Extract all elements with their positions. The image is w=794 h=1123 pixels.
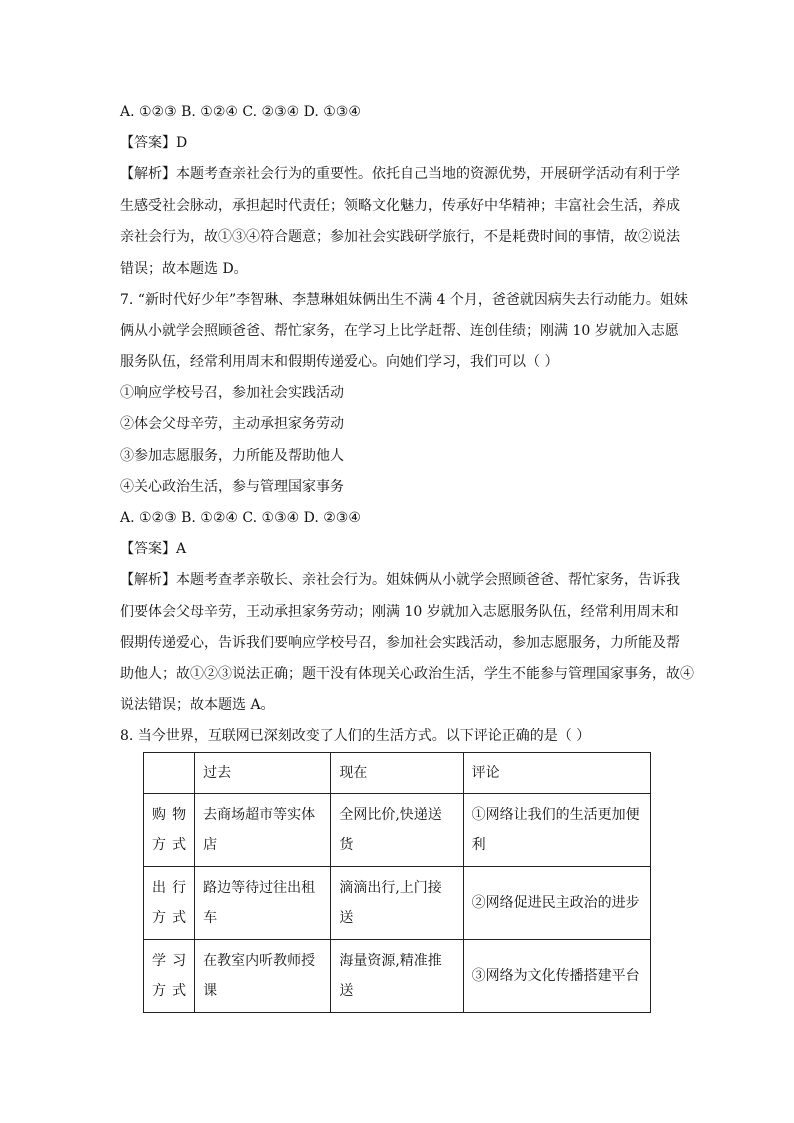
table-cell: ③网络为文化传播搭建平台 xyxy=(463,940,650,1013)
q6-answer: 【答案】D xyxy=(120,135,188,151)
table-cell: 全网比价,快递送货 xyxy=(331,794,463,867)
table-header-row xyxy=(144,753,651,794)
q7-analysis-line-3: 假期传递爱心，告诉我们要响应学校号召，参加社会实践活动，参加志愿服务，力所能及帮 xyxy=(120,635,680,651)
q7-analysis-line-4: 助他人；故①②③说法正确；题干没有体现关心政治生活，学生不能参与管理国家事务，故④ xyxy=(120,666,694,682)
table-cell: 路边等待过往出租车 xyxy=(195,867,331,940)
q7-analysis-line-2: 们要体会父母辛劳，王动承担家务劳动；刚满 10 岁就加入志愿服务队伍，经常利用周末和 xyxy=(120,604,679,620)
table-cell: 在教室内听教师授课 xyxy=(195,940,331,1013)
q7-item-4: ④关心政治生活，参与管理国家事务 xyxy=(120,479,344,495)
table-row xyxy=(144,794,651,867)
q7-stem-line-2: 俩从小就学会照顾爸爸、帮忙家务，在学习上比学赶帮、连创佳绩；刚满 10 岁就加入志愿 xyxy=(120,323,679,339)
q8-stem: 8. 当今世界，互联网已深刻改变了人们的生活方式。以下评论正确的是（ ） xyxy=(120,728,591,744)
table-cell: ②网络促进民主政治的进步 xyxy=(463,867,650,940)
q6-options: A. ①②③ B. ①②④ C. ②③④ D. ①③④ xyxy=(120,104,361,120)
table-cell: 购物方式 xyxy=(144,794,195,867)
q7-stem-line-3: 服务队伍，经常利用周末和假期传递爱心。向她们学习，我们可以（ ） xyxy=(120,354,559,370)
table-cell: 出行方式 xyxy=(144,867,195,940)
q7-stem-line-1: 7. “新时代好少年”李智琳、李慧琳姐妹俩出生不满 4 个月，爸爸就因病失去行动能力。姐妹 xyxy=(120,292,688,308)
table-header-cell xyxy=(144,753,195,794)
q6-analysis-line-4: 错误；故本题选 D。 xyxy=(120,261,248,277)
table-row xyxy=(144,867,651,940)
table-header-cell: 过去 xyxy=(195,753,331,794)
q7-analysis-line-5: 说法错误；故本题选 A。 xyxy=(120,697,275,713)
comparison-table xyxy=(143,752,651,1013)
table-cell: 滴滴出行,上门接送 xyxy=(331,867,463,940)
table-header-cell: 现在 xyxy=(331,753,463,794)
q7-answer: 【答案】A xyxy=(120,541,187,557)
q7-item-3: ③参加志愿服务，力所能及帮助他人 xyxy=(120,448,344,464)
table-row xyxy=(144,940,651,1013)
table-header-cell: 评论 xyxy=(463,753,650,794)
q7-item-2: ②体会父母辛劳，主动承担家务劳动 xyxy=(120,416,344,432)
q6-analysis-line-1: 【解析】本题考查亲社会行为的重要性。依托自己当地的资源优势，开展研学活动有利于学 xyxy=(120,166,680,182)
q6-analysis-line-3: 亲社会行为，故①③④符合题意；参加社会实践研学旅行，不是耗费时间的事情，故②说法 xyxy=(120,229,680,245)
table-cell: 学习方式 xyxy=(144,940,195,1013)
table-cell: ①网络让我们的生活更加便利 xyxy=(463,794,650,867)
table-cell: 去商场超市等实体店 xyxy=(195,794,331,867)
q7-options: A. ①②③ B. ①②④ C. ①③④ D. ②③④ xyxy=(120,510,361,526)
q7-item-1: ①响应学校号召，参加社会实践活动 xyxy=(120,385,344,401)
q6-analysis-line-2: 生感受社会脉动，承担起时代责任；领略文化魅力，传承好中华精神；丰富社会生活，养成 xyxy=(120,198,680,214)
table-cell: 海量资源,精准推送 xyxy=(331,940,463,1013)
q7-analysis-line-1: 【解析】本题考查孝亲敬长、亲社会行为。姐妹俩从小就学会照顾爸爸、帮忙家务，告诉我 xyxy=(120,572,680,588)
